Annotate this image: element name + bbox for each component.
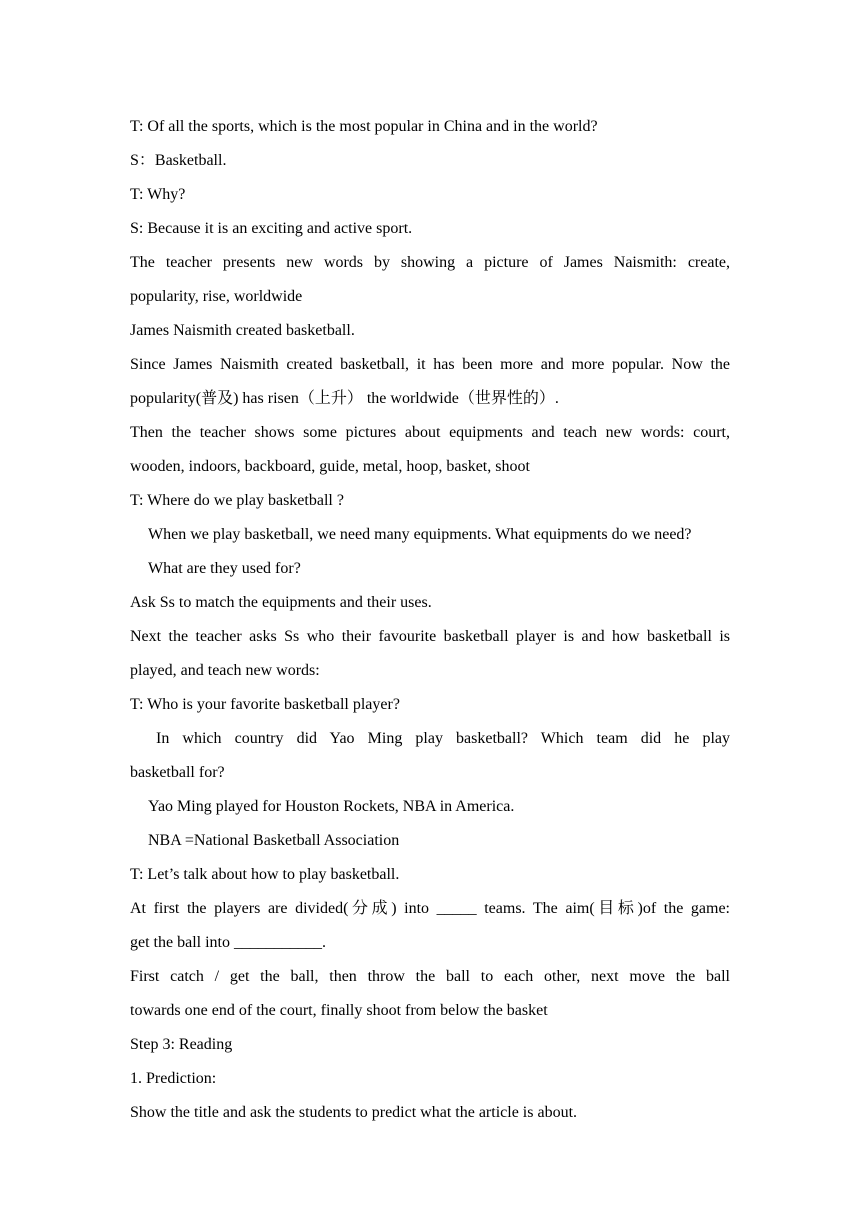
text-line: towards one end of the court, finally shoot from below the basket (130, 1002, 548, 1019)
text-line: played, and teach new words: (130, 662, 320, 679)
text-line: wooden, indoors, backboard, guide, metal, hoop, basket, shoot (130, 458, 530, 475)
section-heading: Step 3: Reading (130, 1036, 233, 1053)
text-line: T: Let’s talk about how to play basketball. (130, 866, 400, 883)
text-line: S：Basketball. (130, 152, 227, 169)
document-body (130, 110, 730, 1130)
text-line: In which country did Yao Ming play basketball? Which team did he play (156, 730, 730, 747)
text-line: When we play basketball, we need many equipments. What equipments do we need? (148, 526, 692, 543)
text-line: T: Of all the sports, which is the most popular in China and in the world? (130, 118, 598, 135)
text-line: Ask Ss to match the equipments and their uses. (130, 594, 432, 611)
text-line: Yao Ming played for Houston Rockets, NBA in America. (148, 798, 515, 815)
subsection-heading: 1. Prediction: (130, 1070, 217, 1087)
text-line: Next the teacher asks Ss who their favourite basketball player is and how basketball is (130, 628, 730, 645)
text-line: Show the title and ask the students to predict what the article is about. (130, 1104, 578, 1121)
text-line: NBA =National Basketball Association (148, 832, 400, 849)
text-line: popularity, rise, worldwide (130, 288, 303, 305)
text-line: T: Where do we play basketball ? (130, 492, 344, 509)
text-line: T: Who is your favorite basketball player? (130, 696, 400, 713)
text-line: James Naismith created basketball. (130, 322, 355, 339)
text-line: get the ball into ___________. (130, 934, 326, 951)
text-line: popularity(普及) has risen（上升） the worldwide（世界性的）. (130, 390, 559, 407)
text-line: Then the teacher shows some pictures about equipments and teach new words: court, (130, 424, 730, 441)
text-line: S: Because it is an exciting and active sport. (130, 220, 413, 237)
text-line: T: Why? (130, 186, 186, 203)
text-line: First catch / get the ball, then throw the ball to each other, next move the ball (130, 968, 730, 985)
text-line: At first the players are divided(分成) into _____ teams. The aim(目标)of the game: (130, 900, 730, 917)
text-line: basketball for? (130, 764, 225, 781)
text-line: The teacher presents new words by showing a picture of James Naismith: create, (130, 254, 730, 271)
text-line: What are they used for? (148, 560, 301, 577)
text-line: Since James Naismith created basketball, it has been more and more popular. Now the (130, 356, 730, 373)
